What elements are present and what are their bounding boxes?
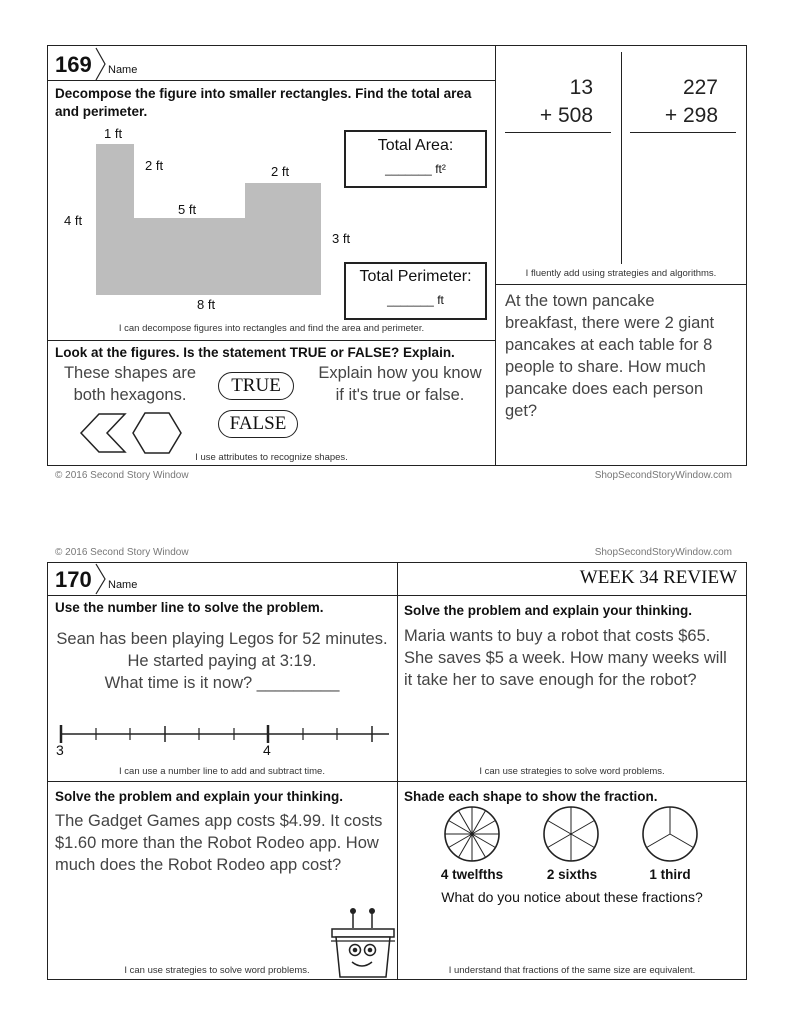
total-perimeter-label: Total Perimeter: — [359, 268, 472, 285]
fraction-circle-2[interactable] — [544, 807, 598, 861]
label-4ft: 4 ft — [64, 213, 83, 228]
pancake-line-4: people to share. How much — [505, 358, 706, 376]
pancake-line-1: At the town pancake — [505, 292, 655, 310]
fraction-circle-1[interactable] — [445, 807, 499, 861]
true-button[interactable]: TRUE — [218, 372, 294, 400]
label-3ft: 3 ft — [332, 231, 351, 246]
label-2ft-right: 2 ft — [271, 164, 290, 179]
total-perimeter-blank[interactable]: _______ ft — [387, 293, 444, 307]
name-label: Name — [108, 64, 138, 76]
total-area-blank[interactable]: _______ ft² — [385, 162, 446, 176]
explain-line-2: if it's true or false. — [335, 386, 465, 404]
tick-label-4: 4 — [263, 742, 271, 758]
addend-13: 13 — [569, 76, 593, 99]
fraction-question: What do you notice about these fractions? — [441, 889, 703, 905]
fraction-skill: I understand that fractions of the same size are equivalent. — [448, 965, 696, 976]
fraction-instruction: Shade each shape to show the fraction. — [404, 789, 658, 804]
total-area-label: Total Area: — [377, 137, 454, 154]
pancake-line-3: pancakes at each table for 8 — [505, 336, 713, 354]
fraction-label-2: 2 sixths — [546, 867, 598, 882]
shapes-instruction: Look at the figures. Is the statement TRUE or FALSE? Explain. — [55, 345, 455, 360]
addend-508: + 508 — [539, 104, 593, 127]
sean-line-1: Sean has been playing Legos for 52 minutes. — [56, 630, 388, 648]
app-instruction: Solve the problem and explain your thinking. — [55, 789, 344, 804]
shapes-skill: I use attributes to recognize shapes. — [195, 452, 348, 463]
pancake-line-6: get? — [505, 402, 538, 420]
pancake-line-2: breakfast, there were 2 giant — [505, 314, 715, 332]
false-button[interactable]: FALSE — [218, 410, 298, 438]
label-2ft-inner: 2 ft — [145, 158, 164, 173]
site-link[interactable]: ShopSecondStoryWindow.com — [594, 547, 732, 558]
addend-227: 227 — [682, 76, 718, 99]
label-1ft: 1 ft — [104, 126, 123, 141]
explain-line-1: Explain how you know — [318, 364, 482, 382]
sean-line-3: What time is it now? _________ — [104, 674, 340, 692]
pancake-line-5: pancake does each person — [505, 380, 704, 398]
numberline-skill: I can use a number line to add and subtract time. — [119, 766, 325, 777]
area-instruction: Decompose the figure into smaller rectangles. Find the total area — [55, 86, 472, 101]
fraction-label-1: 4 twelfths — [440, 867, 504, 882]
numberline-instruction: Use the number line to solve the problem. — [55, 600, 324, 615]
maria-line-1: Maria wants to buy a robot that costs $65. — [404, 627, 711, 645]
label-5ft: 5 ft — [178, 202, 197, 217]
fraction-label-3: 1 third — [649, 867, 691, 882]
statement-line-1: These shapes are — [63, 364, 197, 382]
worksheet-number: 170 — [55, 567, 92, 592]
robot-instruction: Solve the problem and explain your thinking. — [404, 603, 693, 618]
app-skill: I can use strategies to solve word problems. — [124, 965, 310, 976]
sean-line-2: He started paying at 3:19. — [127, 652, 317, 670]
copyright: © 2016 Second Story Window — [55, 470, 189, 481]
area-instruction-cont: and perimeter. — [55, 104, 148, 119]
fraction-circle-3[interactable] — [643, 807, 697, 861]
worksheet-number: 169 — [55, 52, 92, 77]
addend-298: + 298 — [664, 104, 718, 127]
app-line-2: $1.60 more than the Robot Rodeo app. How — [55, 834, 379, 852]
label-8ft: 8 ft — [197, 297, 216, 312]
name-label: Name — [108, 579, 138, 591]
app-line-3: much does the Robot Rodeo app cost? — [55, 856, 342, 874]
maria-line-2: She saves $5 a week. How many weeks will — [404, 649, 727, 667]
tick-label-3: 3 — [56, 742, 64, 758]
copyright: © 2016 Second Story Window — [55, 547, 189, 558]
site-link[interactable]: ShopSecondStoryWindow.com — [594, 470, 732, 481]
app-line-1: The Gadget Games app costs $4.99. It costs — [55, 812, 383, 830]
week-title: WEEK 34 REVIEW — [579, 567, 737, 588]
maria-line-3: it take her to save enough for the robot? — [404, 671, 697, 689]
addition-skill: I fluently add using strategies and algorithms. — [525, 268, 717, 279]
area-skill: I can decompose figures into rectangles and find the area and perimeter. — [118, 323, 425, 334]
robot-skill: I can use strategies to solve word problems. — [479, 766, 665, 777]
statement-line-2: both hexagons. — [73, 386, 187, 404]
